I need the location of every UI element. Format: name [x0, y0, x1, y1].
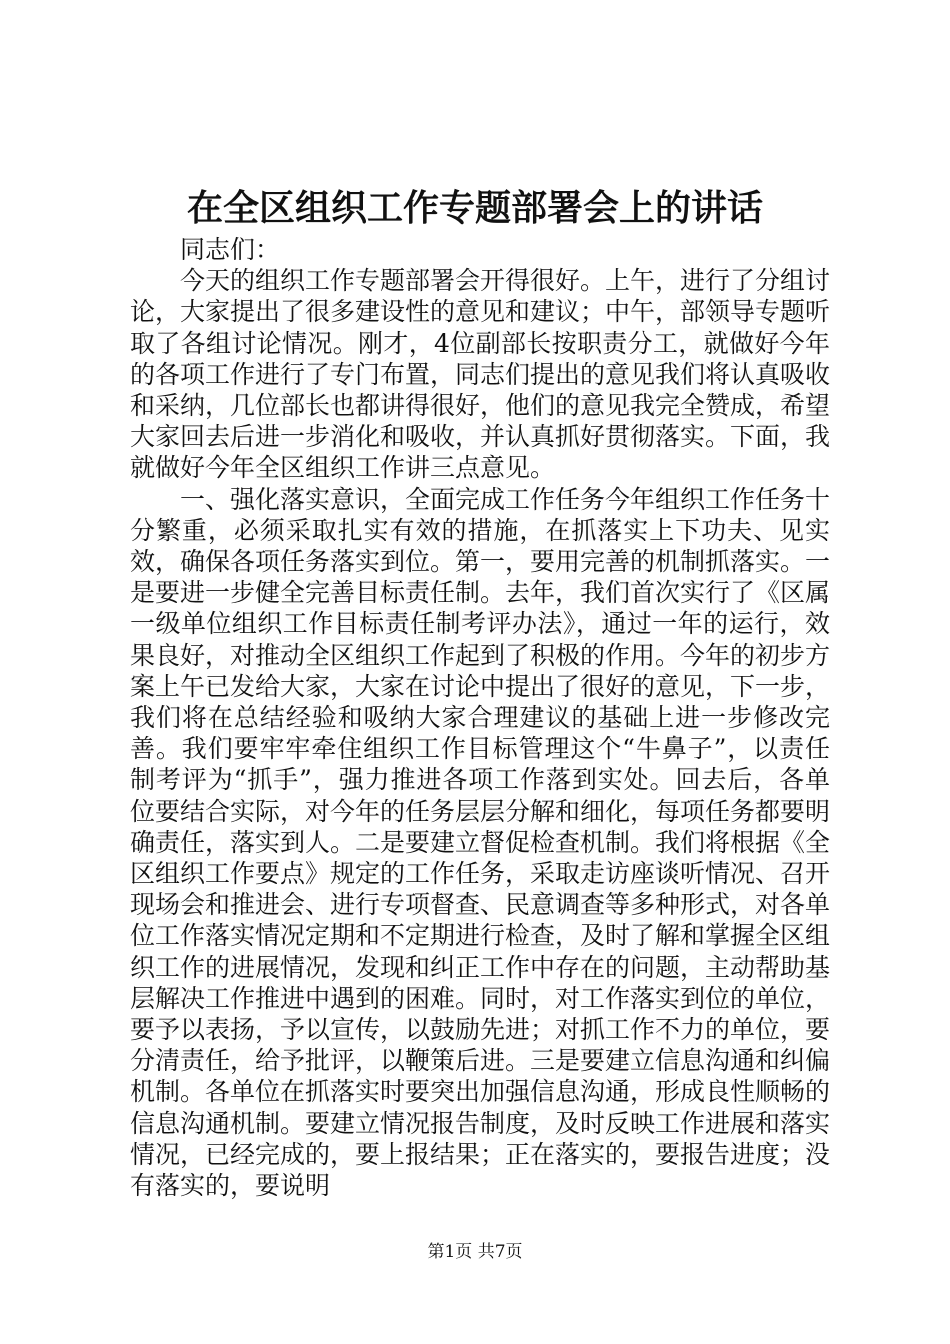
page-number-footer: 第1页 共7页 — [427, 1242, 523, 1262]
salutation-paragraph: 同志们： — [180, 235, 281, 264]
document-title: 在全区组织工作专题部署会上的讲话 — [186, 187, 763, 229]
section-one-paragraph: 一、强化落实意识，全面完成工作任务今年组织工作任务十分繁重，必须采取扎实有效的措施，在抓落实上下功夫、见实效，确保各项任务落实到位。第一，要用完善的机制抓落实。一是要进一步健全完善目标责任制。去年，我们首次实行了《区属一级单位组织工作目标责任制考评办法》，通过一年的运行，效果良好，对推动全区组织工作起到了积极的作用。今年的初步方案上午已发给大家，大家在讨论中提出了很好的意见，下一步，我们将在总结经验和吸纳大家合理建议的基础上进一步修改完善。我们要牢牢牵住组织工作目标管理这个“牛鼻子”，以责任制考评为“抓手”，强力推进各项工作落到实处。回去后，各单位要结合实际，对今年的任务层层分解和细化，每项任务都要明确责任，落实到人。二是要建立督促检查机制。我们将根据《全区组织工作要点》规定的工作任务，采取走访座谈听情况、召开现场会和推进会、进行专项督查、民意调查等多种形式，对各单位工作落实情况定期和不定期进行检查，及时了解和掌握全区组织工作的进展情况，发现和纠正工作中存在的问题，主动帮助基层解决工作推进中遇到的困难。同时，对工作落实到位的单位，要予以表扬，予以宣传，以鼓励先进；对抓工作不力的单位，要分清责任，给予批评，以鞭策后进。三是要建立信息沟通和纠偏机制。各单位在抓落实时要突出加强信息沟通，形成良性顺畅的信息沟通机制。要建立情况报告制度，及时反映工作进展和落实情况，已经完成的，要上报结果；正在落实的，要报告进度；没有落实的，要说明 — [130, 484, 831, 1201]
document-body — [130, 234, 830, 1201]
intro-paragraph: 今天的组织工作专题部署会开得很好。上午，进行了分组讨论，大家提出了很多建设性的意见和建议；中午，部领导专题听取了各组讨论情况。刚才，4位副部长按职责分工，就做好今年的各项工作进行了专门布置，同志们提出的意见我们将认真吸收和采纳，几位部长也都讲得很好，他们的意见我完全赞成，希望大家回去后进一步消化和吸收，并认真抓好贯彻落实。下面，我就做好今年全区组织工作讲三点意见。 — [130, 266, 831, 483]
